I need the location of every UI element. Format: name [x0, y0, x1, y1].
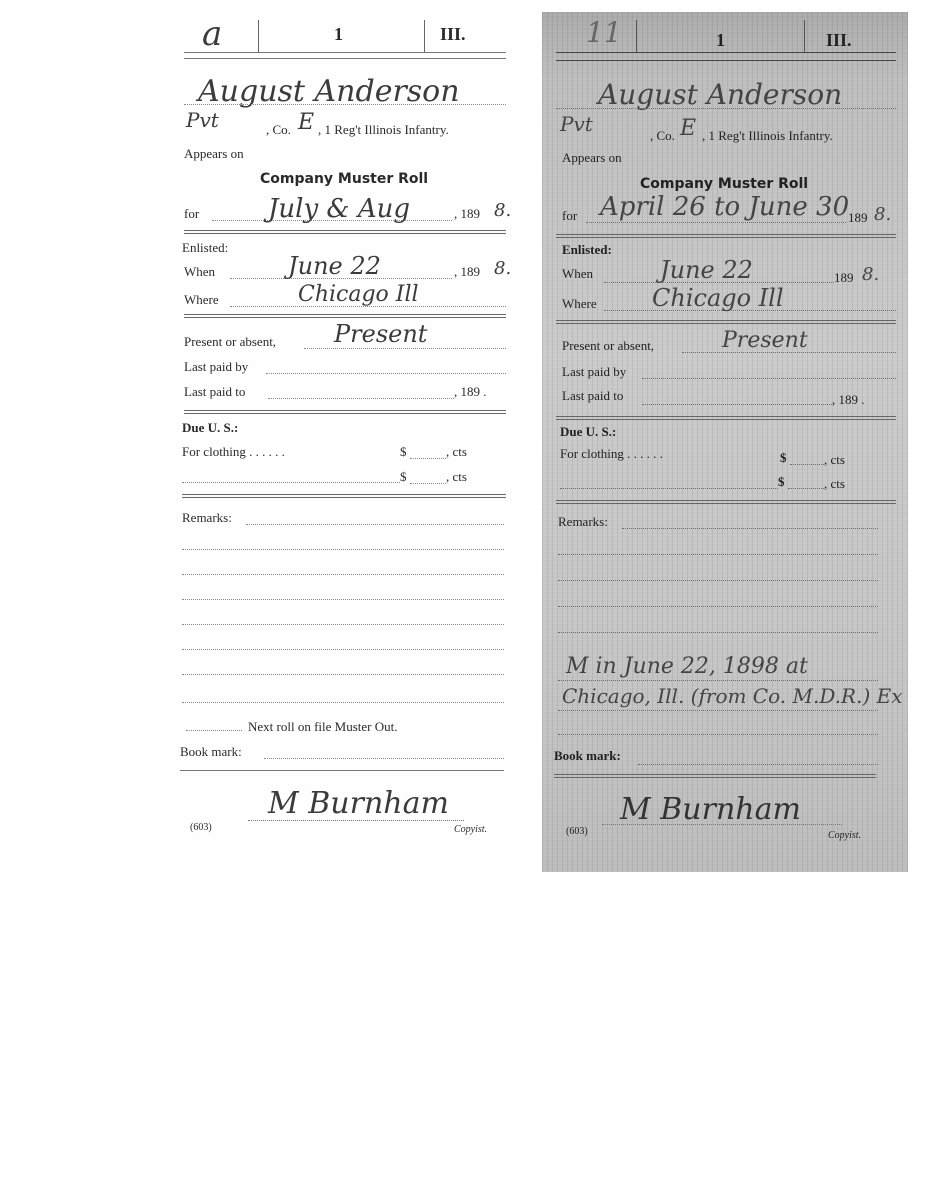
remarks-line: [558, 680, 878, 681]
remarks-line: [558, 710, 878, 711]
due-us: Due U. S.:: [182, 420, 239, 435]
section-rule: [180, 770, 504, 771]
signature-line: [248, 820, 464, 821]
last-paid-to-year: , 189 .: [832, 392, 865, 407]
remarks-line: [558, 554, 878, 555]
remarks-line: [182, 599, 504, 600]
remarks-line: [246, 524, 504, 525]
soldier-name: August Anderson: [198, 74, 460, 109]
roll-title: Company Muster Roll: [260, 171, 429, 187]
muster-card-right: [542, 12, 908, 872]
dollar-line-2: [788, 488, 824, 489]
remarks-line: [182, 624, 504, 625]
section-rule: [556, 500, 896, 504]
last-paid-by-line: [642, 378, 896, 379]
section-rule: [554, 774, 876, 778]
header-rule: [184, 58, 506, 59]
rank: Pvt: [186, 108, 219, 132]
year-digit: 8.: [874, 204, 892, 225]
remark-text-1: M in June 22, 1898 at: [566, 654, 808, 679]
enlisted-label: Enlisted:: [562, 242, 612, 257]
name-line: [184, 104, 506, 105]
when-label: When: [562, 266, 594, 281]
when-value: June 22: [288, 252, 381, 280]
header-divider: [804, 20, 805, 52]
clothing-line: [560, 488, 778, 489]
remarks-label: Remarks:: [182, 510, 232, 525]
remarks-line: [558, 606, 878, 607]
for-line: [586, 222, 846, 223]
copyist-label: Copyist.: [828, 830, 862, 841]
remarks-line: [182, 574, 504, 575]
year-suffix: 189: [848, 210, 868, 225]
remarks-line: [182, 702, 504, 703]
next-roll: Next roll on file Muster Out.: [248, 719, 398, 734]
when-label: When: [184, 264, 216, 279]
section-rule: [556, 320, 896, 324]
where-value: Chicago Ill: [652, 284, 784, 312]
soldier-name: August Anderson: [598, 78, 843, 111]
regiment: , 1 Reg't Illinois Infantry.: [702, 128, 833, 143]
form-number: (603): [566, 826, 588, 837]
header-rule: [556, 52, 896, 53]
for-value: July & Aug: [268, 194, 411, 224]
header-roman: III.: [440, 24, 466, 44]
last-paid-by: Last paid by: [562, 364, 627, 379]
when-value: June 22: [660, 256, 753, 284]
cts: , cts: [446, 444, 467, 459]
header-rule: [556, 60, 896, 61]
appears-on: Appears on: [562, 150, 622, 165]
remarks-line: [622, 528, 878, 529]
book-mark: Book mark:: [180, 744, 242, 759]
where-value: Chicago Ill: [298, 282, 419, 307]
when-year-digit: 8.: [494, 258, 512, 279]
dollar-sign-2: $: [400, 469, 407, 484]
last-paid-to: Last paid to: [562, 388, 624, 403]
section-rule: [184, 230, 506, 234]
for-label: for: [562, 208, 578, 223]
co-label: , Co.: [650, 128, 675, 143]
remarks-label: Remarks:: [558, 514, 608, 529]
co-label: , Co.: [266, 122, 291, 137]
last-paid-to-line: [642, 404, 832, 405]
present-label: Present or absent,: [184, 334, 277, 349]
enlisted-label: Enlisted:: [182, 240, 229, 255]
muster-card-left: [168, 8, 520, 864]
present-line: [304, 348, 506, 349]
appears-on: Appears on: [184, 146, 244, 161]
dollar-sign: $: [400, 444, 407, 459]
present-label: Present or absent,: [562, 338, 655, 353]
where-label: Where: [184, 292, 219, 307]
for-clothing: For clothing . . . . . .: [560, 446, 663, 461]
header-letter: 11: [586, 16, 622, 49]
book-mark: Book mark:: [554, 748, 621, 763]
next-roll-line: [186, 730, 242, 731]
header-roman: III.: [826, 30, 852, 50]
section-rule: [184, 314, 506, 318]
header-number: 1: [716, 30, 725, 50]
for-clothing: For clothing . . . . . .: [182, 444, 285, 459]
dollar-sign: $: [780, 450, 787, 465]
form-number: (603): [190, 822, 212, 833]
copyist-signature: M Burnham: [620, 792, 801, 827]
section-rule: [556, 234, 896, 238]
remarks-line: [558, 580, 878, 581]
year-suffix: , 189: [454, 206, 480, 221]
last-paid-by: Last paid by: [184, 359, 249, 374]
section-rule: [182, 494, 506, 498]
regiment: , 1 Reg't Illinois Infantry.: [318, 122, 449, 137]
when-year: , 189: [454, 264, 480, 279]
clothing-line: [182, 482, 400, 483]
when-year-digit: 8.: [862, 264, 880, 285]
section-rule: [556, 416, 896, 420]
dollar-line: [790, 464, 824, 465]
section-rule: [184, 410, 506, 414]
signature-line: [602, 824, 842, 825]
when-year: 189: [834, 270, 854, 285]
header-divider: [258, 20, 259, 52]
due-us: Due U. S.:: [560, 424, 617, 439]
present-value: Present: [722, 328, 808, 353]
book-mark-line: [264, 758, 504, 759]
present-value: Present: [334, 320, 428, 348]
year-digit: 8.: [494, 200, 512, 221]
for-label: for: [184, 206, 200, 221]
name-line: [556, 108, 896, 109]
remarks-line: [558, 734, 878, 735]
cts-2: , cts: [824, 476, 845, 491]
header-divider: [424, 20, 425, 52]
book-mark-line: [638, 764, 878, 765]
for-value: April 26 to June 30: [600, 192, 850, 222]
dollar-line-2: [410, 483, 446, 484]
remarks-line: [182, 649, 504, 650]
remark-text-2: Chicago, Ill. (from Co. M.D.R.) Ex: [562, 684, 903, 708]
company: E: [680, 116, 697, 141]
header-rule: [184, 52, 506, 53]
remarks-line: [558, 632, 878, 633]
last-paid-to-year: , 189 .: [454, 384, 487, 399]
company: E: [298, 110, 315, 135]
cts: , cts: [824, 452, 845, 467]
dollar-line: [410, 458, 446, 459]
remarks-line: [182, 674, 504, 675]
remarks-line: [182, 549, 504, 550]
roll-title: Company Muster Roll: [640, 176, 809, 192]
rank: Pvt: [560, 112, 593, 136]
cts-2: , cts: [446, 469, 467, 484]
last-paid-to-line: [268, 398, 454, 399]
last-paid-by-line: [266, 373, 506, 374]
header-divider: [636, 20, 637, 52]
header-letter: a: [202, 14, 223, 54]
last-paid-to: Last paid to: [184, 384, 246, 399]
where-label: Where: [562, 296, 597, 311]
copyist-label: Copyist.: [454, 824, 488, 835]
dollar-sign-2: $: [778, 474, 785, 489]
header-number: 1: [334, 24, 343, 44]
copyist-signature: M Burnham: [268, 786, 449, 821]
